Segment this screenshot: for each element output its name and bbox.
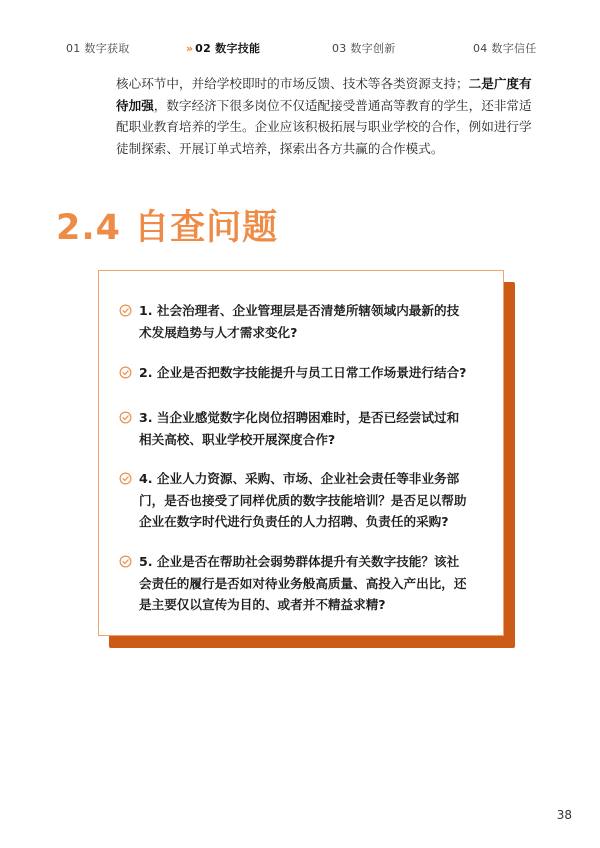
check-circle-icon [119, 304, 132, 317]
intro-segment: 核心环节中，并给学校即时的市场反馈、技术等各类资源支持； [116, 76, 469, 91]
check-circle-icon [119, 411, 132, 424]
nav-item-digital-skills[interactable] [186, 40, 260, 56]
question-item-5 [119, 551, 469, 616]
top-navigation [0, 40, 600, 56]
intro-segment: ，数字经济下很多岗位不仅适配接受普通高等教育的学生，还非常适配职业教育培养的学生。企业应该积极拓展与职业学校的合作，例如进行学徒制探索、开展订单式培养，探索出各方共赢的合作模式。 [116, 97, 532, 156]
question-text: 4. 企业人力资源、采购、市场、企业社会责任等非业务部门，是否也接受了同样优质的数字技能培训？是否足以帮助企业在数字时代进行负责任的人力招聘、负责任的采购? [139, 471, 467, 529]
nav-item-digital-innovation[interactable]: 03 数字创新 [332, 42, 396, 55]
intro-paragraph [116, 73, 534, 159]
question-item-4 [119, 468, 469, 533]
page-number: 38 [556, 808, 572, 822]
check-circle-icon [119, 472, 132, 485]
question-list [99, 271, 503, 635]
nav-item-digital-trust[interactable]: 04 数字信任 [473, 42, 537, 55]
intro-emphasis: 二是广度有待加强 [116, 76, 532, 113]
double-chevron-right-icon: » [186, 42, 193, 55]
question-item-3 [119, 407, 469, 450]
question-text: 2. 企业是否把数字技能提升与员工日常工作场景进行结合? [139, 365, 467, 380]
question-item-1 [119, 300, 469, 343]
question-item-2 [119, 362, 469, 384]
nav-item-digital-skills-label: 02 数字技能 [195, 42, 261, 55]
question-text: 1. 社会治理者、企业管理层是否清楚所辖领域内最新的技术发展趋势与人才需求变化? [139, 303, 460, 340]
nav-item-digital-access[interactable]: 01 数字获取 [66, 42, 130, 55]
questions-card [98, 270, 504, 636]
check-circle-icon [119, 366, 132, 379]
question-text: 3. 当企业感觉数字化岗位招聘困难时，是否已经尝试过和相关高校、职业学校开展深度合作? [139, 410, 460, 447]
section-title: 2.4 自查问题 [56, 208, 279, 248]
check-circle-icon [119, 555, 132, 568]
question-text: 5. 企业是否在帮助社会弱势群体提升有关数字技能？该社会责任的履行是否如对待业务般高质量、高投入产出比，还是主要仅以宣传为目的、或者并不精益求精? [139, 554, 467, 612]
